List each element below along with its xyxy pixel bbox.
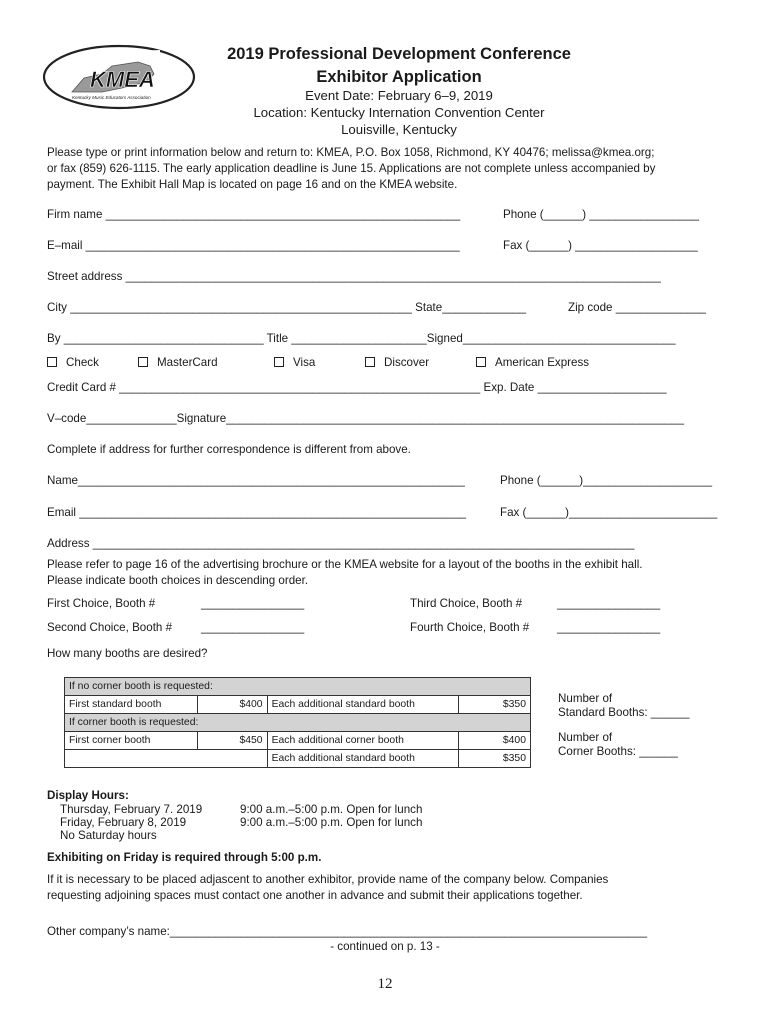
payment-option-amex[interactable]	[476, 356, 589, 369]
friday-hours-date: Friday, February 8, 2019	[60, 816, 187, 829]
number-standard-field[interactable]: Standard Booths: ______	[558, 706, 690, 719]
vcode-signature-field[interactable]: V–code______________Signature_______________________________________________________________________	[47, 412, 685, 425]
form-title-line1: 2019 Professional Development Conference	[227, 45, 571, 63]
number-corner-label: Number of	[558, 731, 613, 744]
phone-field[interactable]: Phone (______) _________________	[503, 208, 699, 221]
event-location: Location: Kentucky Internation Convention Center	[253, 105, 545, 120]
table-row	[65, 714, 531, 732]
by-title-signed-field[interactable]: By _______________________________ Title _____________________Signed_________________________________	[47, 332, 676, 345]
thursday-hours-date: Thursday, February 7. 2019	[60, 803, 203, 816]
first-choice-field[interactable]: ________________	[201, 597, 305, 610]
adjacent-note-line2: requesting adjoining spaces must contact one another in advance and submit their applications together.	[47, 889, 583, 902]
instructions-line3: payment. The Exhibit Hall Map is located on page 16 and on the KMEA website.	[47, 178, 458, 191]
table-cell: Each additional standard booth	[267, 696, 459, 714]
credit-card-field[interactable]: Credit Card # ________________________________________________________ Exp. Date ____________________	[47, 381, 667, 394]
table-cell: Each additional standard booth	[267, 750, 459, 768]
corner-header: If corner booth is requested:	[65, 714, 531, 732]
table-row	[65, 678, 531, 696]
alt-address-field[interactable]: Address ____________________________________________________________________________________	[47, 537, 635, 550]
other-company-field[interactable]: Other company’s name:__________________________________________________________________________	[47, 925, 648, 938]
alt-fax-field[interactable]: Fax (______)_______________________	[500, 506, 718, 519]
payment-option-label: Check	[66, 356, 99, 369]
adjacent-note-line1: If it is necessary to be placed adjascent to another exhibitor, provide name of the company below. Companies	[47, 873, 609, 886]
alt-address-note: Complete if address for further correspondence is different from above.	[47, 443, 411, 456]
event-city: Louisville, Kentucky	[341, 122, 457, 137]
number-standard-label: Number of	[558, 692, 613, 705]
page-number: 12	[377, 976, 393, 992]
checkbox-icon[interactable]	[274, 357, 284, 367]
instructions-line1: Please type or print information below and return to: KMEA, P.O. Box 1058, Richmond, KY 40476; melissa@kmea.org;	[47, 146, 655, 159]
no-corner-header: If no corner booth is requested:	[65, 678, 531, 696]
payment-option-label: American Express	[495, 356, 590, 369]
booth-refer-line2: Please indicate booth choices in descending order.	[47, 574, 309, 587]
payment-option-visa[interactable]	[274, 356, 315, 369]
zip-code-field[interactable]: Zip code ______________	[568, 301, 706, 314]
continued-note: - continued on p. 13 -	[330, 940, 440, 953]
firm-name-field[interactable]: Firm name _______________________________________________________	[47, 208, 461, 221]
booth-pricing-table	[64, 677, 531, 768]
table-cell: $400	[459, 732, 531, 750]
first-choice-label: First Choice, Booth #	[47, 597, 156, 610]
table-cell: First corner booth	[65, 732, 198, 750]
second-choice-field[interactable]: ________________	[201, 621, 305, 634]
number-corner-field[interactable]: Corner Booths: ______	[558, 745, 678, 758]
email-field[interactable]: E–mail __________________________________________________________	[47, 239, 460, 252]
table-cell: $450	[197, 732, 267, 750]
third-choice-field[interactable]: ________________	[557, 597, 661, 610]
alt-phone-field[interactable]: Phone (______)____________________	[500, 474, 713, 487]
friday-hours-time: 9:00 a.m.–5:00 p.m. Open for lunch	[240, 816, 423, 829]
street-address-field[interactable]: Street address ___________________________________________________________________________________	[47, 270, 661, 283]
city-state-field[interactable]: City _____________________________________________________ State_____________	[47, 301, 527, 314]
table-row	[65, 750, 531, 768]
payment-option-label: MasterCard	[157, 356, 218, 369]
table-row	[65, 696, 531, 714]
fourth-choice-field[interactable]: ________________	[557, 621, 661, 634]
logo-text: KMEA	[90, 67, 155, 92]
checkbox-icon[interactable]	[365, 357, 375, 367]
form-title-line2: Exhibitor Application	[316, 68, 482, 86]
table-row	[65, 732, 531, 750]
checkbox-icon[interactable]	[476, 357, 486, 367]
checkbox-icon[interactable]	[47, 357, 57, 367]
event-date: Event Date: February 6–9, 2019	[305, 88, 493, 103]
payment-option-mastercard[interactable]	[138, 356, 218, 369]
alt-email-field[interactable]: Email ____________________________________________________________	[47, 506, 467, 519]
fax-field[interactable]: Fax (______) ___________________	[503, 239, 698, 252]
payment-option-label: Visa	[293, 356, 316, 369]
thursday-hours-time: 9:00 a.m.–5:00 p.m. Open for lunch	[240, 803, 423, 816]
checkbox-icon[interactable]	[138, 357, 148, 367]
payment-option-label: Discover	[384, 356, 430, 369]
table-cell: First standard booth	[65, 696, 198, 714]
payment-option-discover[interactable]	[365, 356, 429, 369]
booth-refer-line1: Please refer to page 16 of the advertising brochure or the KMEA website for a layout of the booths in the exhibit hall.	[47, 558, 643, 571]
second-choice-label: Second Choice, Booth #	[47, 621, 173, 634]
fourth-choice-label: Fourth Choice, Booth #	[410, 621, 530, 634]
table-cell: $350	[459, 750, 531, 768]
third-choice-label: Third Choice, Booth #	[410, 597, 523, 610]
table-cell: $400	[197, 696, 267, 714]
table-cell: Each additional corner booth	[267, 732, 459, 750]
table-cell	[65, 750, 268, 768]
display-hours-title: Display Hours:	[47, 789, 129, 802]
payment-option-check[interactable]	[47, 356, 99, 369]
how-many-booths-label: How many booths are desired?	[47, 647, 208, 660]
table-cell: $350	[459, 696, 531, 714]
alt-name-field[interactable]: Name____________________________________________________________	[47, 474, 465, 487]
instructions-line2: or fax (859) 626-1115. The early application deadline is June 15. Applications are not complete unless accompanied by	[47, 162, 656, 175]
saturday-hours-note: No Saturday hours	[60, 829, 157, 842]
friday-requirement-note: Exhibiting on Friday is required through 5:00 p.m.	[47, 851, 322, 864]
logo-tagline: Kentucky Music Educators Association	[72, 95, 151, 100]
